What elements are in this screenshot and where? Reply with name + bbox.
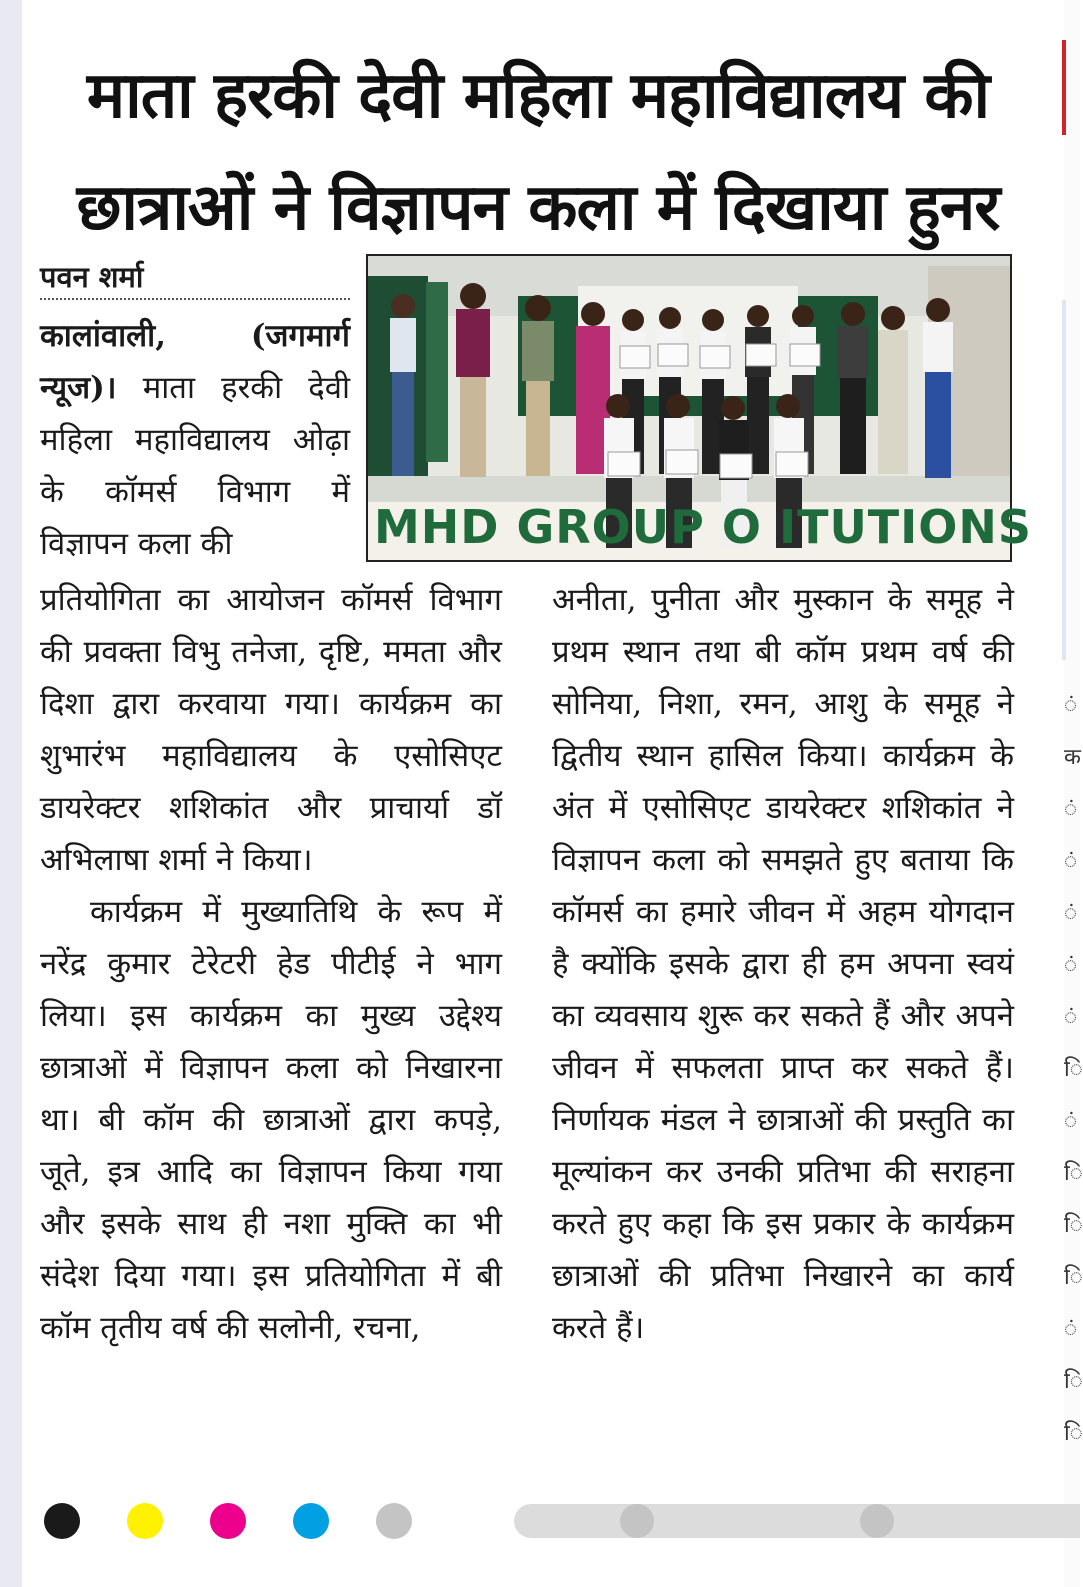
headline [38,40,1038,264]
headline-line-2: छात्राओं ने विज्ञापन कला में दिखाया हुनर [76,171,1000,245]
adjacent-article-shade [1062,300,1066,660]
adjacent-article-red-rule [1062,40,1066,135]
lead-text: माता हरकी देवी महिला महाविद्यालय ओढ़ा के कॉमर्स विभाग में विज्ञापन कला की [40,370,350,562]
horizontal-scrollbar[interactable] [514,1504,1080,1538]
dateline: कालांवाली, (जगमार्ग न्यूज)। [40,318,350,406]
swatch-black [44,1503,80,1539]
headline-line-1: माता हरकी देवी महिला महाविद्यालय की [86,59,990,133]
swatch-magenta [210,1503,246,1539]
byline: पवन शर्मा [40,258,350,300]
paragraph-2: कार्यक्रम में मुख्यातिथि के रूप में नरेंद्र कुमार टेरेटरी हेड पीटीई ने भाग लिया। इस कार्यक्रम का मुख्य उद्देश्य छात्राओं में विज्ञापन कला को निखारना था। बी कॉम की छात्राओं द्वारा कपड़े, जूते, इत्र आदि का विज्ञापन किया गया और इसके साथ ही नशा मुक्ति का भी संदेश दिया गया। इस प्रतियोगिता में बी कॉम तृतीय वर्ष की सलोनी, रचना, [40,894,502,1346]
scrollbar-knob-2[interactable] [860,1504,894,1538]
swatch-yellow [127,1503,163,1539]
swatch-cyan [293,1503,329,1539]
column-1-top [40,310,350,570]
swatch-gray [376,1503,412,1539]
column-2 [552,574,1014,1354]
paragraph-1-continued: प्रतियोगिता का आयोजन कॉमर्स विभाग की प्रवक्ता विभु तनेजा, दृष्टि, ममता और दिशा द्वारा करवाया गया। कार्यक्रम का शुभारंभ महाविद्यालय के एसोसिएट डायरेक्टर शशिकांत और प्राचार्या डॉ अभिलाषा शर्मा ने किया। [40,582,502,878]
event-photo [366,254,1033,562]
scrollbar-knob-1[interactable] [620,1504,654,1538]
paragraph-3: अनीता, पुनीता और मुस्कान के समूह ने प्रथम स्थान तथा बी कॉम प्रथम वर्ष की सोनिया, निशा, रमन, आशु के समूह ने द्वितीय स्थान हासिल किया। कार्यक्रम के अंत में एसोसिएट डायरेक्टर शशिकांत ने विज्ञापन कला को समझते हुए बताया कि कॉमर्स का हमारे जीवन में अहम योगदान है क्योंकि इसके द्वारा ही हम अपना स्वयं का व्यवसाय शुरू कर सकते हैं और अपने जीवन में सफलता प्राप्त कर सकते हैं। निर्णायक मंडल ने छात्राओं की प्रस्तुति का मूल्यांकन कर उनकी प्रतिभा की सराहना करते हुए कहा कि इस प्रकार के कार्यक्रम छात्राओं की प्रतिभा निखारने का कार्य करते हैं। [552,582,1014,1346]
adjacent-column-fragment: ं क ं ं ं ं ं ि ं ि ि ि ं ि ि [1064,693,1083,1446]
photo-banner-text: MHD GROUP O ITUTIONS [374,500,1033,554]
left-page-margin [0,0,22,1587]
column-1 [40,574,502,1354]
